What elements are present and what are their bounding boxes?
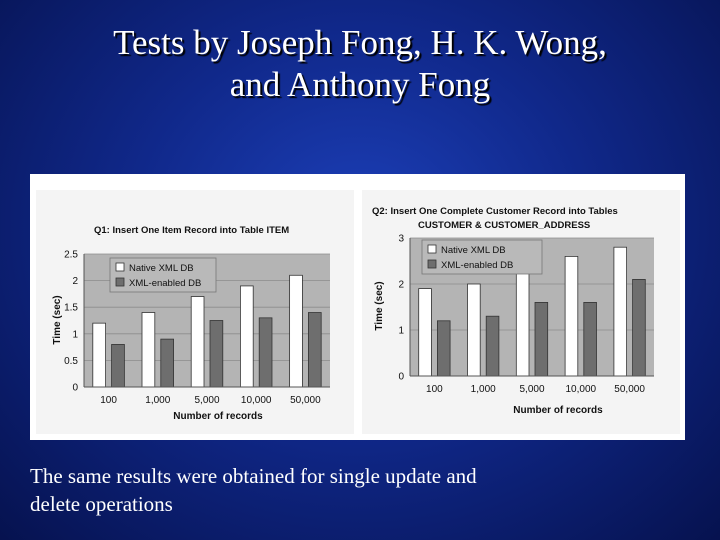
chart-q2-svg (362, 190, 680, 434)
chart-q2-xtick-label: 1,000 (470, 384, 496, 395)
chart-q1-bar-enabled (161, 339, 174, 387)
chart-q2-xtick-label: 5,000 (519, 384, 545, 395)
chart-q2-ylabel: Time (sec) (374, 281, 385, 331)
chart-q2-xtick-label: 100 (426, 384, 443, 395)
chart-q1-bar-enabled (259, 318, 272, 387)
chart-q2-bar-enabled (633, 279, 646, 376)
chart-q1-bar-enabled (308, 313, 321, 387)
chart-q2-xlabel: Number of records (513, 405, 603, 416)
caption-line-1: The same results were obtained for single update and (30, 464, 477, 488)
chart-q1-bar-enabled (210, 321, 223, 388)
chart-q2-bar-native (516, 270, 529, 376)
chart-q1-ytick-label: 2.5 (64, 249, 78, 261)
chart-q1-ylabel: Time (sec) (52, 295, 63, 345)
chart-q2-ytick-label: 3 (398, 233, 404, 245)
chart-q1-legend-swatch-enabled (116, 278, 124, 286)
title-line-2: and Anthony Fong (229, 65, 491, 104)
chart-q2-legend-enabled: XML-enabled DB (441, 260, 514, 271)
chart-q1-ytick-label: 1 (72, 329, 78, 341)
chart-q2-bar-native (419, 289, 432, 376)
chart-q1-panel (36, 190, 354, 434)
caption-line-2: delete operations (30, 492, 173, 516)
chart-q1-legend-native: Native XML DB (129, 263, 194, 274)
slide-caption (30, 462, 590, 518)
chart-q2-bar-enabled (486, 316, 499, 376)
chart-q1-bar-enabled (112, 344, 125, 387)
chart-q1-xtick-label: 100 (100, 395, 117, 406)
chart-q1-legend (110, 258, 216, 292)
chart-q1-xtick-label: 1,000 (145, 395, 171, 406)
chart-q1-xtick-label: 50,000 (290, 395, 321, 406)
chart-q1-bar-native (142, 313, 155, 387)
chart-q1-ytick-label: 2 (72, 276, 78, 288)
chart-q2-legend-swatch-enabled (428, 260, 436, 268)
chart-q2-ytick-label: 2 (398, 279, 404, 291)
chart-q1-bar-native (240, 286, 253, 387)
chart-q2-title-line2: CUSTOMER & CUSTOMER_ADDRESS (418, 220, 591, 231)
chart-figure (30, 174, 685, 440)
chart-q2-panel (362, 190, 680, 434)
chart-q1-ytick-label: 1.5 (64, 302, 78, 314)
chart-q2-legend-native: Native XML DB (441, 245, 506, 256)
chart-q1-bar-native (290, 275, 303, 387)
chart-q1-legend-enabled: XML-enabled DB (129, 278, 202, 289)
chart-q1-svg (36, 190, 354, 434)
chart-q1-xlabel: Number of records (173, 411, 263, 422)
chart-q2-legend (422, 240, 542, 274)
chart-q2-bar-enabled (584, 302, 597, 376)
chart-q2-xtick-label: 10,000 (565, 384, 597, 395)
chart-q1-ytick-label: 0.5 (64, 355, 78, 367)
chart-q2-ytick-label: 0 (398, 371, 404, 383)
chart-q1-xtick-label: 5,000 (194, 395, 220, 406)
chart-q1-title: Q1: Insert One Item Record into Table ITEM (94, 225, 290, 236)
chart-q2-legend-swatch-native (428, 245, 436, 253)
chart-q1-bar-native (93, 323, 106, 387)
chart-q2-bar-native (565, 256, 578, 376)
chart-q2-bar-native (614, 247, 627, 376)
chart-q2-title: Q2: Insert One Complete Customer Record into Tables (372, 206, 618, 217)
chart-q2-ytick-label: 1 (398, 325, 404, 337)
slide-title (20, 22, 700, 106)
chart-q2-bar-native (468, 284, 481, 376)
chart-q1-legend-swatch-native (116, 263, 124, 271)
chart-q2-bar-enabled (535, 302, 548, 376)
chart-q1-ytick-label: 0 (72, 382, 78, 394)
chart-q1-bar-native (191, 297, 204, 387)
chart-q2-bar-enabled (437, 321, 450, 376)
chart-q2-xtick-label: 50,000 (614, 384, 645, 395)
chart-q1-xtick-label: 10,000 (240, 395, 272, 406)
title-line-1: Tests by Joseph Fong, H. K. Wong, (113, 23, 607, 62)
